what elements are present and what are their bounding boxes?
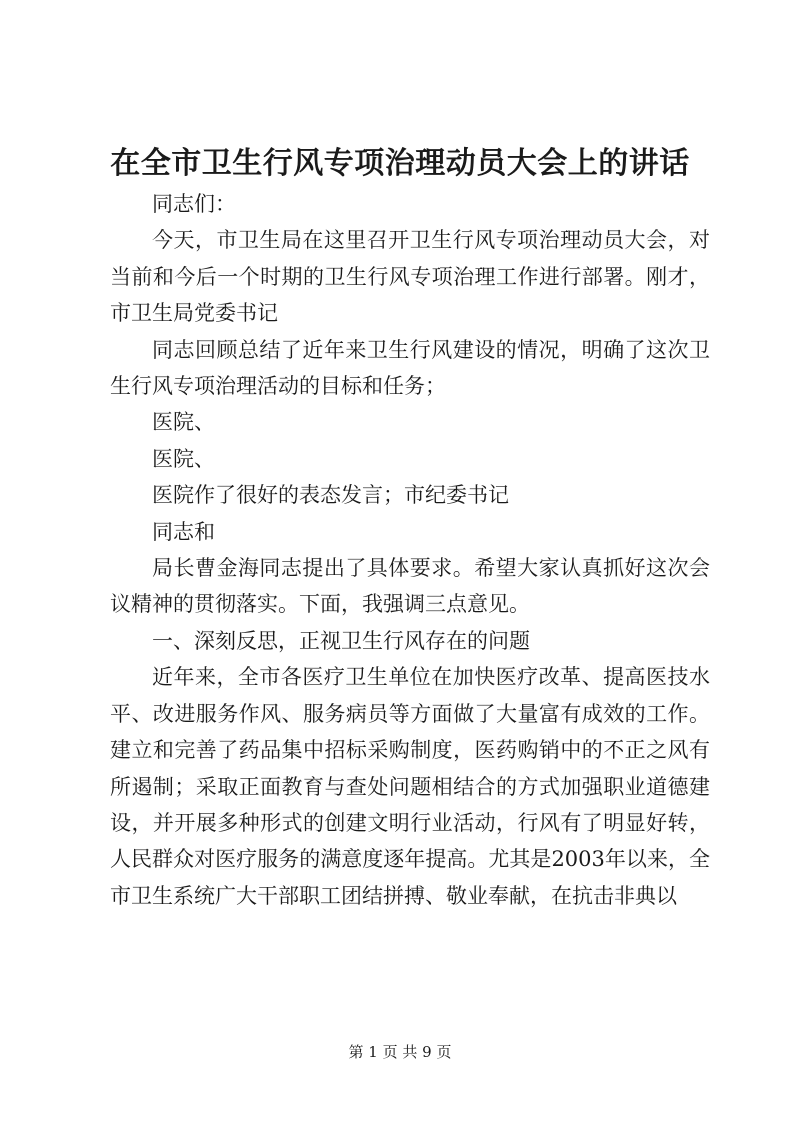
- paragraph: 今天，市卫生局在这里召开卫生行风专项治理动员大会，对当前和今后一个时期的卫生行风专项治理工作进行部署。刚才，市卫生局党委书记: [110, 228, 710, 326]
- paragraph: 局长曹金海同志提出了具体要求。希望大家认真抓好这次会议精神的贯彻落实。下面，我强调三点意见。: [110, 556, 710, 617]
- page-footer: 第 1 页 共 9 页: [348, 1043, 452, 1061]
- paragraph: 近年来，全市各医疗卫生单位在加快医疗改革、提高医技水平、改进服务作风、服务病员等方面做了大量富有成效的工作。建立和完善了药品集中招标采购制度，医药购销中的不正之风有所遏制；采取正面教育与查处问题相结合的方式加强职业道德建设，并开展多种形式的创建文明行业活动，行风有了明显好转，人民群众对医疗服务的满意度逐年提高。尤其是2003年以来，全市卫生系统广大干部职工团结拼搏、敬业奉献，在抗击非典以: [110, 665, 710, 908]
- paragraph: 同志们：: [152, 192, 236, 216]
- section-heading: 一、深刻反思，正视卫生行风存在的问题: [152, 628, 530, 653]
- paragraph: 同志和: [152, 519, 215, 544]
- document-body: [110, 186, 710, 914]
- paragraph: 医院作了很好的表态发言；市纪委书记: [152, 483, 509, 508]
- paragraph: 医院、: [152, 410, 215, 435]
- paragraph: 同志回顾总结了近年来卫生行风建设的情况，明确了这次卫生行风专项治理活动的目标和任务；: [110, 337, 710, 399]
- paragraph: 医院、: [152, 446, 215, 471]
- document-title: 在全市卫生行风专项治理动员大会上的讲话: [110, 146, 690, 181]
